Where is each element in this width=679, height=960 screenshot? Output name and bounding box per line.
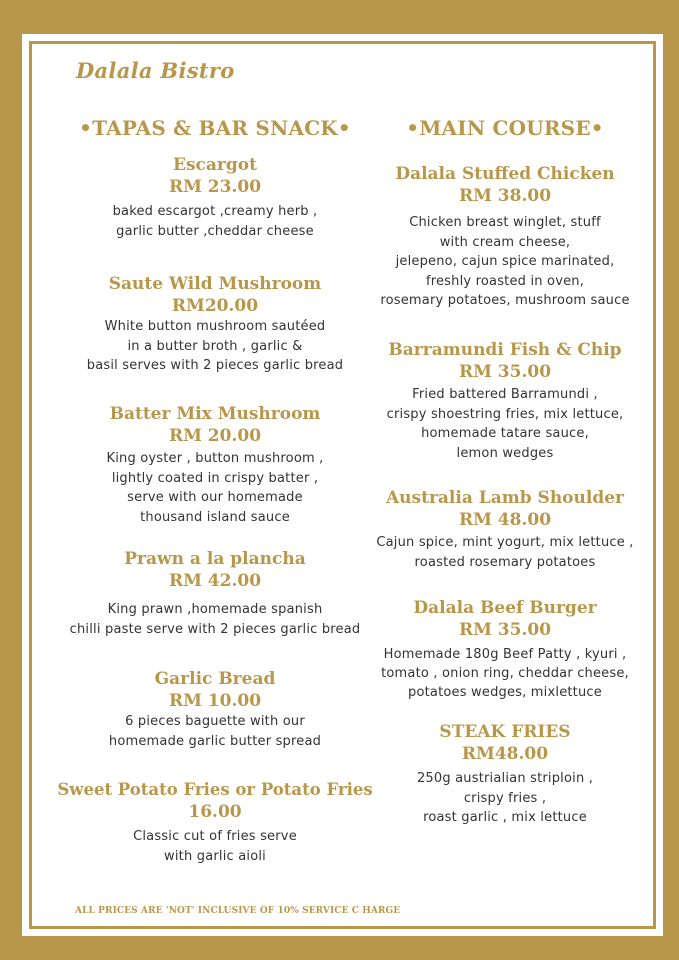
tapas-section-title: •TAPAS & BAR SNACK• [79,116,351,140]
item-name: Prawn a la plancha [124,549,306,569]
item-price: RM20.00 [171,296,259,316]
item-description: Fried battered Barramundi , crispy shoestring fries, mix lettuce, homemade tatare sauce, lemon wedges [386,387,624,461]
item-name: Escargot [173,155,257,175]
item-name: Garlic Bread [154,669,276,689]
menu-item-batter-mix-mushroom [34,403,396,527]
item-price: RM 48.00 [458,510,552,530]
item-price: RM 35.00 [458,362,552,382]
item-name: Dalala Beef Burger [413,598,597,618]
menu-item-escargot [34,154,396,241]
item-price: RM 38.00 [458,186,552,206]
item-price: RM 10.00 [168,691,262,711]
item-description: Homemade 180g Beef Patty , kyuri , tomato , onion ring, cheddar cheese, potatoes wedges, mixlettuce [381,647,629,700]
item-price: 16.00 [188,802,242,822]
item-name: Batter Mix Mushroom [109,404,321,424]
item-price: RM 42.00 [168,571,262,591]
item-description: Chicken breast winglet, stuff with cream cheese, jelepeno, cajun spice marinated, freshly roasted in oven, rosemary potatoes, mushroom sauce [380,215,630,308]
menu-item-prawn-a-la-plancha [34,548,396,639]
item-name: STEAK FRIES [439,722,571,742]
item-name: Saute Wild Mushroom [108,274,322,294]
item-description: White button mushroom sautéed in a butter broth , garlic & basil serves with 2 pieces garlic bread [86,319,344,373]
service-charge-note: ALL PRICES ARE 'NOT' INCLUSIVE OF 10% SERVICE C HARGE [75,906,401,916]
item-description: King oyster , button mushroom , lightly coated in crispy batter , serve with our homemade thousand island sauce [106,451,324,525]
item-description: Classic cut of fries serve with garlic aioli [133,829,297,864]
brand-title: Dalala Bistro [76,58,235,83]
item-price: RM48.00 [461,744,549,764]
menu-item-garlic-bread [34,668,396,751]
main-course-section-title: •MAIN COURSE• [406,116,604,140]
item-name: Dalala Stuffed Chicken [395,164,615,184]
tapas-section [34,116,396,876]
item-price: RM 35.00 [458,620,552,640]
item-description: 250g austrialian striploin , crispy fries , roast garlic , mix lettuce [416,771,594,825]
item-price: RM 23.00 [168,177,262,197]
main-course-section [350,116,660,836]
item-price: RM 20.00 [168,426,262,446]
menu-item-barramundi-fish-chip [350,339,660,463]
item-description: Cajun spice, mint yogurt, mix lettuce , roasted rosemary potatoes [376,535,634,570]
menu-item-dalala-stuffed-chicken [350,163,660,311]
item-name: Australia Lamb Shoulder [385,488,624,508]
menu-item-australia-lamb-shoulder [350,487,660,572]
item-name: Sweet Potato Fries or Potato Fries [57,780,373,799]
menu-item-saute-wild-mushroom [34,273,396,376]
item-description: 6 pieces baguette with our homemade garlic butter spread [108,714,322,749]
menu-item-potato-fries [34,779,396,866]
item-name: Barramundi Fish & Chip [388,340,622,360]
menu-item-steak-fries [350,721,660,828]
item-description: baked escargot ,creamy herb , garlic butter ,cheddar cheese [112,204,318,239]
menu-item-dalala-beef-burger [350,597,660,702]
item-description: King prawn ,homemade spanish chilli paste serve with 2 pieces garlic bread [69,602,361,637]
